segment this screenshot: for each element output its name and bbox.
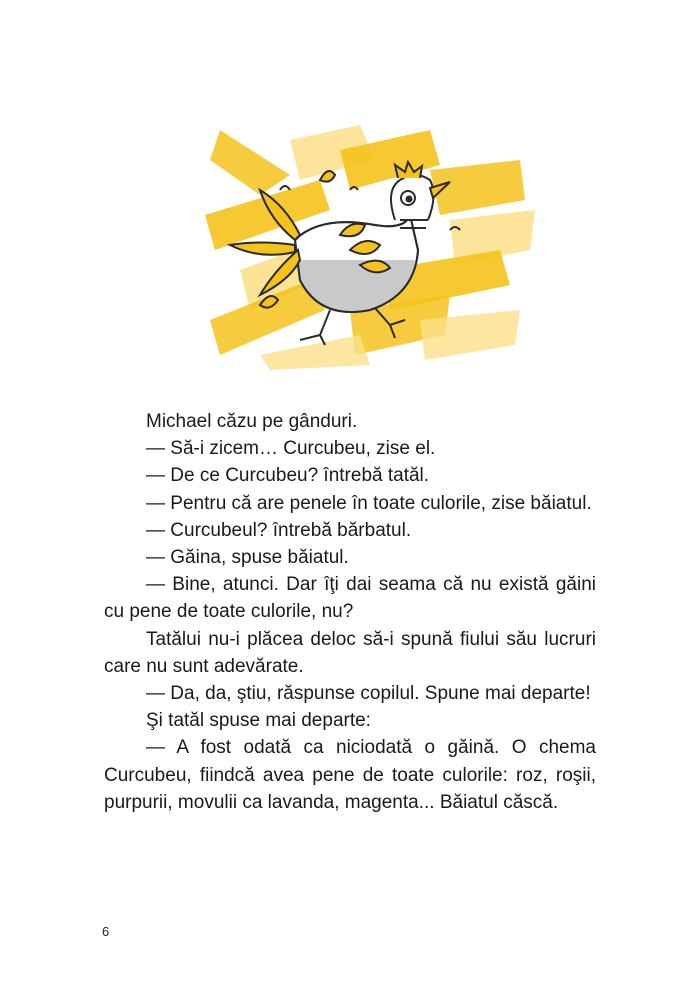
paragraph: Şi tatăl spuse mai departe: [146,710,371,732]
story-text [104,408,596,816]
paragraph: — A fost odată ca niciodată o găină. O chema Curcubeu, fiindcă avea pene de toate culorile: roz, roşii, purpurii, movulii ca lavanda, magenta... Băiatul căscă. [104,737,596,813]
paragraph: — De ce Curcubeu? întrebă tatăl. [146,465,430,487]
paragraph: — Curcubeul? întrebă bărbatul. [146,519,412,541]
paragraph: Michael căzu pe gânduri. [146,411,358,432]
paragraph: Tatălui nu-i plăcea deloc să-i spună fiului său lucruri care nu sunt adevărate. [104,628,596,677]
page-number: 6 [102,924,110,939]
paragraph: — Da, da, ştiu, răspunse copilul. Spune mai departe! [146,683,591,705]
paragraph: — Să-i zicem… Curcubeu, zise el. [146,438,436,460]
paragraph: — Bine, atunci. Dar îţi dai seama că nu există găini cu pene de toate culorile, nu? [104,574,596,623]
hen-illustration [200,120,540,370]
paragraph: — Găina, spuse băiatul. [146,547,349,569]
paragraph: — Pentru că are penele în toate culorile, zise băiatul. [146,492,592,514]
